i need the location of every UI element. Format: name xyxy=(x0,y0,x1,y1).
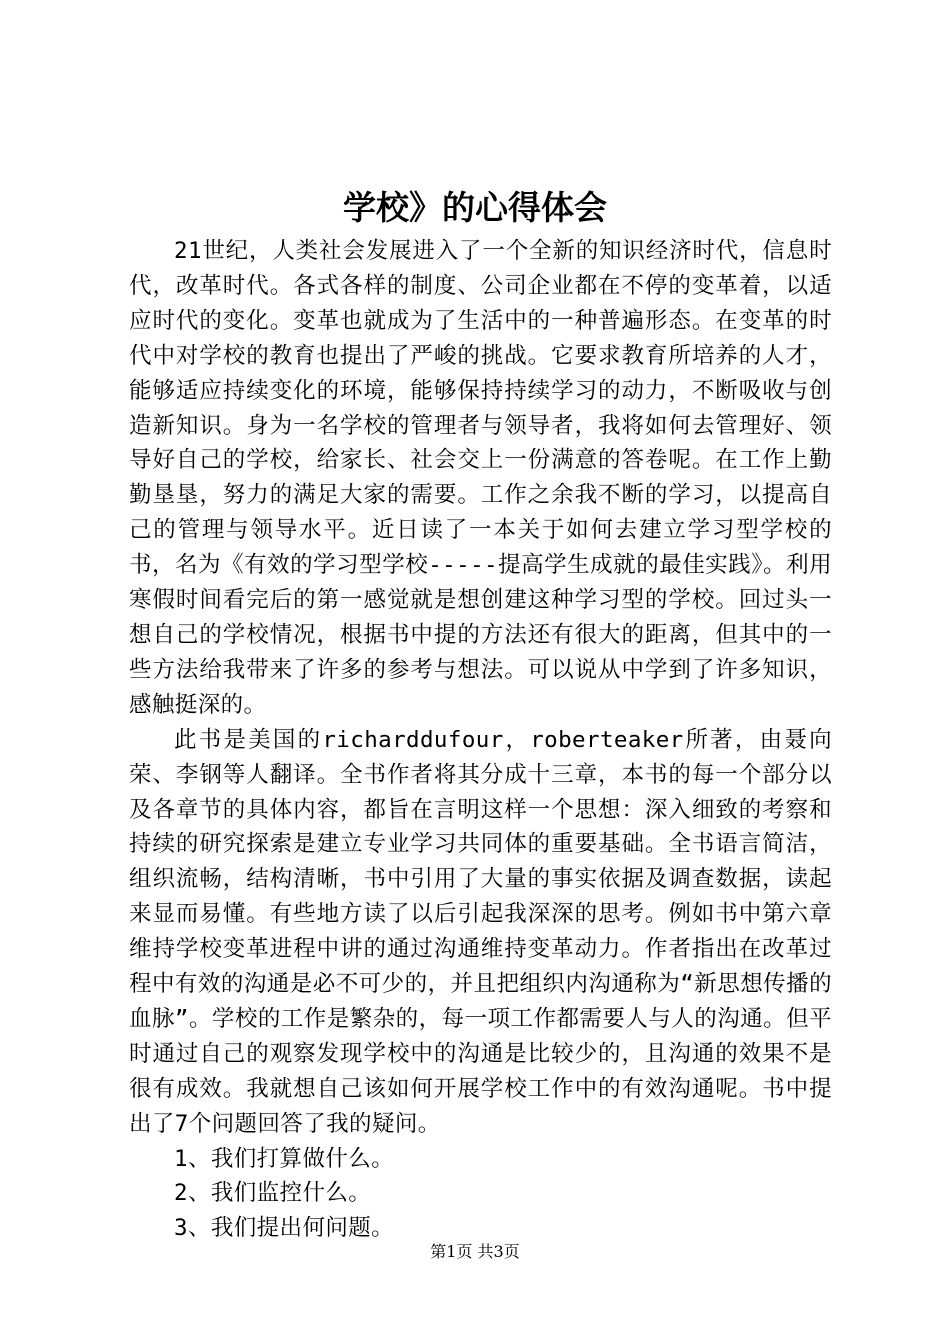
list-item: 3、我们提出何问题。 xyxy=(174,1215,395,1242)
document-title: 学校》的心得体会 xyxy=(343,188,607,227)
paragraph-intro: 21世纪，人类社会发展进入了一个全新的知识经济时代，信息时代，改革时代。各式各样的制度、公司企业都在不停的变革着，以适应时代的变化。变革也就成为了生活中的一种普遍形态。在变革的时代中对学校的教育也提出了严峻的挑战。它要求教育所培养的人才，能够适应持续变化的环境，能够保持持续学习的动力，不断吸收与创造新知识。身为一名学校的管理者与领导者，我将如何去管理好、领导好自己的学校，给家长、社会交上一份满意的答卷呢。在工作上勤勤垦垦，努力的满足大家的需要。工作之余我不断的学习，以提高自己的管理与领导水平。近日读了一本关于如何去建立学习型学校的书，名为《有效的学习型学校-----提高学生成就的最佳实践》。利用寒假时间看完后的第一感觉就是想创建这种学习型的学校。回过头一想自己的学校情况，根据书中提的方法还有很大的距离，但其中的一些方法给我带来了许多的参考与想法。可以说从中学到了许多知识，感触挺深的。 xyxy=(129,238,832,718)
page-footer: 第1页 共3页 xyxy=(430,1242,520,1261)
paragraph-book-summary: 此书是美国的richarddufour，roberteaker所著，由聂向荣、李钢等人翻译。全书作者将其分成十三章，本书的每一个部分以及各章节的具体内容，都旨在言明这样一个思想：深入细致的考察和持续的研究探索是建立专业学习共同体的重要基础。全书语言简洁，组织流畅，结构清晰，书中引用了大量的事实依据及调查数据，读起来显而易懂。有些地方读了以后引起我深深的思考。例如书中第六章维持学校变革进程中讲的通过沟通维持变革动力。作者指出在改革过程中有效的沟通是必不可少的，并且把组织内沟通称为“新思想传播的血脉”。学校的工作是繁杂的，每一项工作都需要人与人的沟通。但平时通过自己的观察发现学校中的沟通是比较少的，且沟通的效果不是很有成效。我就想自己该如何开展学校工作中的有效沟通呢。书中提出了7个问题回答了我的疑问。 xyxy=(129,726,832,1137)
list-item: 2、我们监控什么。 xyxy=(174,1180,372,1207)
document-body xyxy=(129,234,832,1246)
list-item: 1、我们打算做什么。 xyxy=(174,1145,395,1172)
